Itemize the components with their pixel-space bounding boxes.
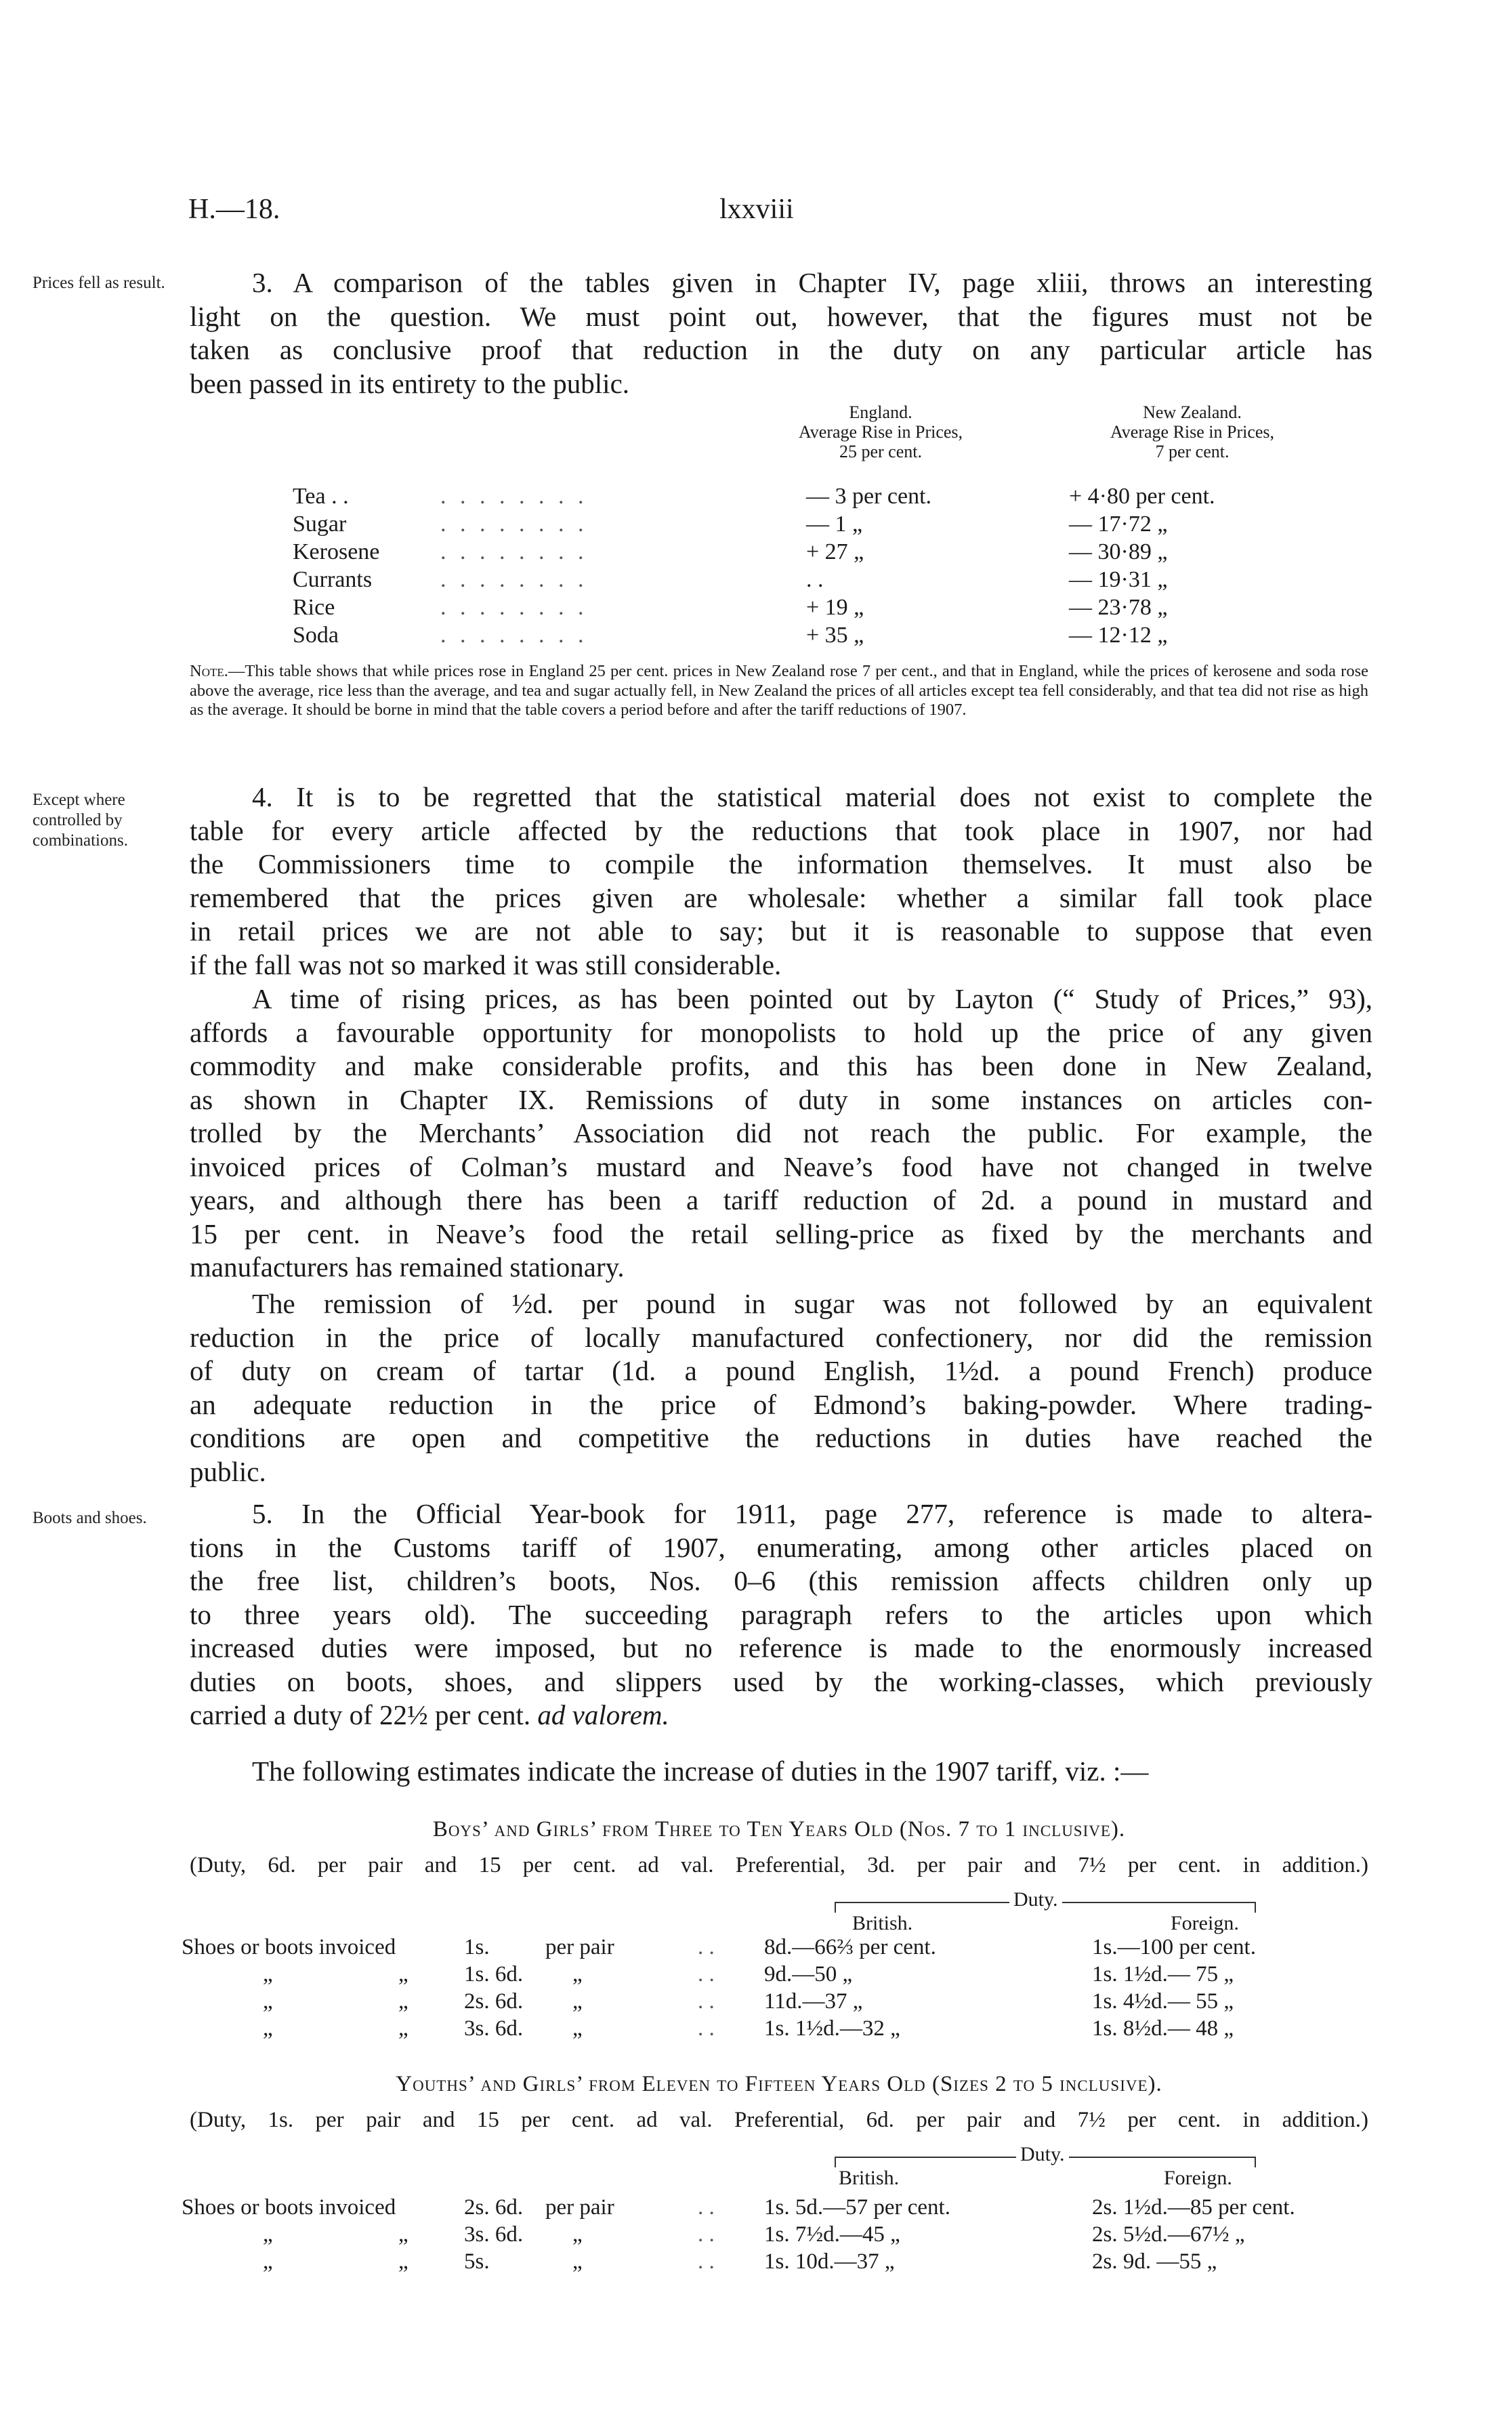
row-unit: per pair [545, 1935, 614, 1959]
ditto-mark: „ [398, 2016, 408, 2041]
paragraph-3 [190, 266, 1372, 400]
text-line: remembered that the prices given are wholesale: whether a similar fall took place [190, 881, 1372, 913]
col-head-line: New Zealand. [1143, 402, 1242, 422]
note-label: Note. [190, 662, 228, 680]
text-line: affords a favourable opportunity for monopolists to hold up the price of any given [190, 1016, 1372, 1048]
col-head-line: England. [849, 402, 912, 422]
page-number: lxxviii [719, 194, 794, 225]
margin-note-prices-fell: Prices fell as result. [33, 274, 165, 292]
text-line: 15 per cent. in Neave’s food the retail selling-price as fixed by the merchants and [190, 1218, 1372, 1249]
text-line: manufacturers has remained stationary. [190, 1251, 625, 1283]
row-leader: . . . . . . . . [440, 567, 588, 592]
row-leader: . . [698, 1935, 715, 1959]
row-price: 1s. [464, 1935, 490, 1959]
row-foreign: 1s. 1½d.— 75 „ [1092, 1962, 1234, 1987]
row-nz: — 30·89 „ [1069, 539, 1168, 564]
text-run: carried a duty of 22½ per cent. [190, 1699, 538, 1730]
paragraph-layton [190, 982, 1372, 1285]
ditto-mark: „ [398, 1989, 408, 2014]
paragraph-4 [190, 781, 1372, 982]
row-unit: per pair [545, 2195, 614, 2220]
row-foreign: 2s. 5½d.—67½ „ [1092, 2222, 1245, 2247]
note-text: —This table shows that while prices rose in England 25 per cent. prices in New Zealand rose 7 per cent., and that in England, while the prices of kerosene and soda rose above the average, rice less than the average, and tea and sugar actually fell, in New Zealand the prices of all articles except tea fell considerably, and that tea did not rise as high as the average. It should be borne in mind that the table covers a period before and after the tariff reductions of 1907. [190, 662, 1368, 719]
row-british: 9d.—50 „ [764, 1962, 853, 1987]
row-foreign: 2s. 1½d.—85 per cent. [1092, 2195, 1295, 2220]
ditto-mark: „ [263, 2249, 273, 2274]
text-line: 3. A comparison of the tables given in Chapter IV, page xliii, throws an interesting [252, 267, 1372, 298]
paragraph-estimates [190, 1755, 1372, 1789]
margin-note-except-where: Except where controlled by combinations. [33, 791, 128, 850]
row-british: 11d.—37 „ [764, 1989, 863, 2014]
row-unit: „ [572, 1989, 583, 2014]
duty-label: Duty. [1009, 1888, 1062, 1911]
row-leader: . . [698, 1989, 715, 2014]
text-line: as shown in Chapter IX. Remissions of duty in some instances on articles con- [190, 1083, 1372, 1115]
ditto-mark: „ [263, 1989, 273, 2014]
row-price: 3s. 6d. [464, 2016, 524, 2041]
ditto-mark: „ [398, 2222, 408, 2247]
row-unit: „ [572, 2249, 583, 2274]
row-nz: + 4·80 per cent. [1069, 484, 1215, 509]
row-foreign: 1s. 4½d.— 55 „ [1092, 1989, 1234, 2014]
text-line: the Commissioners time to compile the information themselves. It must also be [190, 848, 1372, 879]
text-line: in retail prices we are not able to say; but it is reasonable to suppose that even [190, 915, 1372, 947]
duty-label: Duty. [1016, 2143, 1069, 2166]
text-line: taken as conclusive proof that reduction in the duty on any particular article has [190, 334, 1372, 365]
text-line: invoiced prices of Colman’s mustard and Neave’s food have not changed in twelve [190, 1150, 1372, 1182]
text-line: of duty on cream of tartar (1d. a pound English, 1½d. a pound French) produce [190, 1355, 1372, 1386]
col-head-british: British. [852, 1912, 913, 1934]
row-article: Tea . . [293, 484, 349, 509]
row-leader: . . . . . . . . [440, 595, 588, 620]
table-youths-caption: Youths’ and Girls’ from Eleven to Fifteen Years Old (Sizes 2 to 5 inclusive). [396, 2072, 1162, 2096]
row-england: . . [806, 567, 824, 592]
text-line: increased duties were imposed, but no reference is made to the enormously increased [190, 1632, 1372, 1663]
text-line: trolled by the Merchants’ Association did not reach the public. For example, the [190, 1117, 1372, 1148]
col-head-nz [1050, 402, 1335, 461]
row-foreign: 1s.—100 per cent. [1092, 1935, 1256, 1959]
row-leader: . . [698, 1962, 715, 1987]
text-line: an adequate reduction in the price of Edmond’s baking-powder. Where trading- [190, 1388, 1372, 1420]
col-head-line: Average Rise in Prices, [798, 422, 963, 442]
ditto-mark: „ [263, 2222, 273, 2247]
row-england: — 1 „ [806, 512, 863, 537]
text-line: years, and although there has been a tariff reduction of 2d. a pound in mustard and [190, 1184, 1372, 1215]
row-leader: . . [698, 2249, 715, 2274]
ditto-mark: „ [263, 1962, 273, 1987]
row-leader: . . . . . . . . [440, 623, 588, 648]
col-head-foreign: Foreign. [1164, 2167, 1232, 2189]
col-head-british: British. [839, 2167, 900, 2189]
text-line [190, 1699, 1372, 1732]
row-article: Rice [293, 595, 335, 620]
row-leader: . . . . . . . . [440, 512, 588, 537]
row-leader: . . [698, 2016, 715, 2041]
col-head-line: 7 per cent. [1155, 442, 1230, 461]
table-boys-caption: Boys’ and Girls’ from Three to Ten Years Old (Nos. 7 to 1 inclusive). [432, 1817, 1126, 1842]
row-england: + 35 „ [806, 623, 864, 648]
col-head-line: 25 per cent. [839, 442, 922, 461]
row-england: + 27 „ [806, 539, 864, 564]
text-line: table for every article affected by the reductions that took place in 1907, nor had [190, 814, 1372, 846]
text-line: 5. In the Official Year-book for 1911, page 277, reference is made to altera- [252, 1498, 1372, 1529]
row-price: 2s. 6d. [464, 1989, 524, 2014]
text-line: The following estimates indicate the increase of duties in the 1907 tariff, viz. :— [252, 1755, 1149, 1787]
text-line: public. [190, 1455, 266, 1487]
text-line: The remission of ½d. per pound in sugar was not followed by an equivalent [252, 1288, 1372, 1319]
text-line: duties on boots, shoes, and slippers used by the working-classes, which previously [190, 1665, 1372, 1697]
col-head-line: Average Rise in Prices, [1110, 422, 1275, 442]
col-head-england [752, 402, 1009, 461]
row-label: Shoes or boots invoiced [182, 2195, 396, 2220]
margin-note-boots: Boots and shoes. [33, 1509, 147, 1527]
text-line: commodity and make considerable profits, and this has been done in New Zealand, [190, 1050, 1372, 1081]
row-nz: — 19·31 „ [1069, 567, 1168, 592]
row-foreign: 1s. 8½d.— 48 „ [1092, 2016, 1234, 2041]
text-line: conditions are open and competitive the reductions in duties have reached the [190, 1422, 1372, 1453]
row-leader: . . . . . . . . [440, 539, 588, 564]
row-british: 1s. 5d.—57 per cent. [764, 2195, 950, 2220]
row-unit: „ [572, 1962, 583, 1987]
row-unit: „ [572, 2222, 583, 2247]
ditto-mark: „ [263, 2016, 273, 2041]
text-line: 4. It is to be regretted that the statistical material does not exist to complete the [252, 781, 1372, 812]
page-header-left: H.—18. [188, 194, 280, 225]
row-british: 1s. 10d.—37 „ [764, 2249, 895, 2274]
row-british: 1s. 1½d.—32 „ [764, 2016, 900, 2041]
text-line: to three years old). The succeeding paragraph refers to the articles upon which [190, 1598, 1372, 1630]
row-england: + 19 „ [806, 595, 864, 620]
row-price: 5s. [464, 2249, 490, 2274]
text-line: light on the question. We must point out, however, that the figures must not be [190, 300, 1372, 332]
row-price: 1s. 6d. [464, 1962, 524, 1987]
ditto-mark: „ [398, 1962, 408, 1987]
table-youths-sub: (Duty, 1s. per pair and 15 per cent. ad val. Preferential, 6d. per pair and 7½ per cent. in addition.) [190, 2108, 1368, 2132]
row-nz: — 17·72 „ [1069, 512, 1168, 537]
row-nz: — 12·12 „ [1069, 623, 1168, 648]
row-leader: . . . . . . . . [440, 484, 588, 509]
row-leader: . . [698, 2195, 715, 2220]
row-leader: . . [698, 2222, 715, 2247]
text-line: reduction in the price of locally manufactured confectionery, nor did the remission [190, 1321, 1372, 1353]
row-foreign: 2s. 9d. —55 „ [1092, 2249, 1217, 2274]
text-line: if the fall was not so marked it was still considerable. [190, 949, 782, 980]
text-run-italic: ad valorem. [537, 1699, 669, 1730]
paragraph-5 [190, 1497, 1372, 1732]
row-label: Shoes or boots invoiced [182, 1935, 396, 1959]
text-line: tions in the Customs tariff of 1907, enumerating, among other articles placed on [190, 1531, 1372, 1563]
col-head-foreign: Foreign. [1171, 1912, 1239, 1934]
row-british: 8d.—66⅔ per cent. [764, 1935, 936, 1959]
row-unit: „ [572, 2016, 583, 2041]
ditto-mark: „ [398, 2249, 408, 2274]
row-article: Kerosene [293, 539, 380, 564]
table-note [190, 662, 1368, 720]
paragraph-sugar [190, 1287, 1372, 1489]
row-price: 3s. 6d. [464, 2222, 524, 2247]
row-nz: — 23·78 „ [1069, 595, 1168, 620]
row-price: 2s. 6d. [464, 2195, 524, 2220]
row-article: Soda [293, 623, 339, 648]
table-boys-sub: (Duty, 6d. per pair and 15 per cent. ad val. Preferential, 3d. per pair and 7½ per cent. in addition.) [190, 1853, 1368, 1877]
row-british: 1s. 7½d.—45 „ [764, 2222, 900, 2247]
text-line: A time of rising prices, as has been pointed out by Layton (“ Study of Prices,” 93), [252, 983, 1372, 1014]
row-england: — 3 per cent. [806, 484, 932, 509]
row-article: Sugar [293, 512, 347, 537]
text-line: been passed in its entirety to the public. [190, 367, 630, 399]
row-article: Currants [293, 567, 373, 592]
text-line: the free list, children’s boots, Nos. 0–6 (this remission affects children only up [190, 1565, 1372, 1596]
